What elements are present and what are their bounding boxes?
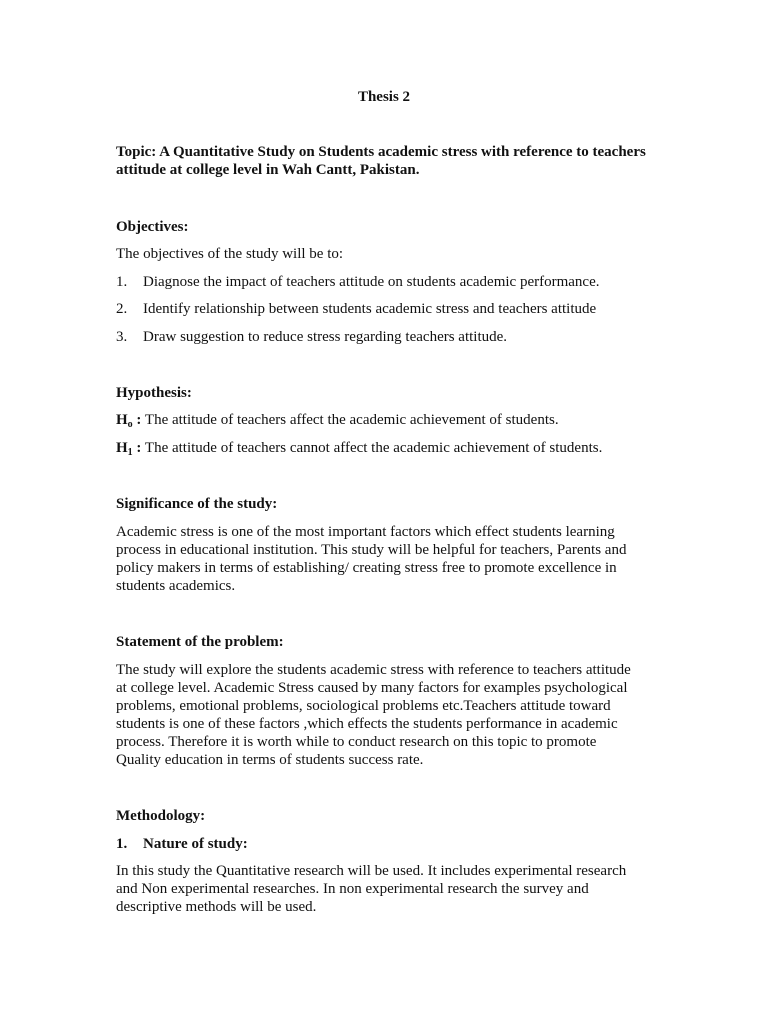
h1-separator: : [132,440,142,456]
h0-text: The attitude of teachers affect the academic achievement of students. [141,412,559,428]
text-line: process in educational institution. This study will be helpful for teachers, Parents and [116,542,627,558]
objective-text: Diagnose the impact of teachers attitude on students academic performance. [143,274,600,290]
objective-text: Identify relationship between students academic stress and teachers attitude [143,301,597,317]
objective-item [116,328,656,346]
problem-paragraph [116,661,676,769]
h1-label: H [116,440,128,456]
text-line: and Non experimental researches. In non experimental research the survey and [116,881,589,897]
objective-item [116,273,656,291]
h1-subscript: 1 [127,447,133,458]
h0-separator: : [132,412,142,428]
methodology-subheading [116,835,656,853]
text-line: students is one of these factors ,which effects the students performance in academic [116,716,618,732]
objective-text: Draw suggestion to reduce stress regarding teachers attitude. [143,329,508,345]
text-line: policy makers in terms of establishing/ creating stress free to promote excellence in [116,560,617,576]
text-line: The study will explore the students academic stress with reference to teachers attitude [116,662,631,678]
text-line: Quality education in terms of students success rate. [116,752,424,768]
significance-heading: Significance of the study: [116,496,278,512]
text-line: at college level. Academic Stress caused by many factors for examples psychological [116,680,628,696]
methodology-paragraph [116,862,676,916]
h0-label: H [116,412,128,428]
subheading-number: 1. [116,836,128,852]
hypothesis-h0 [116,411,656,429]
objectives-heading: Objectives: [116,219,189,235]
h0-subscript: o [127,419,133,430]
h1-text: The attitude of teachers cannot affect the academic achievement of students. [141,440,603,456]
text-line: students academics. [116,578,236,594]
objective-number: 1. [116,274,128,290]
text-line: descriptive methods will be used. [116,899,317,915]
hypothesis-h1 [116,439,656,457]
significance-paragraph [116,523,676,595]
text-line: In this study the Quantitative research will be used. It includes experimental research [116,863,627,879]
objective-number: 3. [116,329,128,345]
subheading-title: Nature of study: [143,836,248,852]
problem-heading: Statement of the problem: [116,634,284,650]
objective-number: 2. [116,301,128,317]
methodology-heading: Methodology: [116,808,206,824]
objectives-intro: The objectives of the study will be to: [116,246,344,262]
text-line: Academic stress is one of the most important factors which effect students learning [116,524,615,540]
topic-paragraph: Topic: A Quantitative Study on Students academic stress with reference to teachers attitude at college level in Wah Cantt, Pakistan. [116,144,646,178]
objective-item [116,300,656,318]
text-line: problems, emotional problems, sociological problems etc.Teachers attitude toward [116,698,611,714]
text-line: process. Therefore it is worth while to conduct research on this topic to promote [116,734,597,750]
hypothesis-heading: Hypothesis: [116,385,192,401]
document-title: Thesis 2 [357,89,411,105]
